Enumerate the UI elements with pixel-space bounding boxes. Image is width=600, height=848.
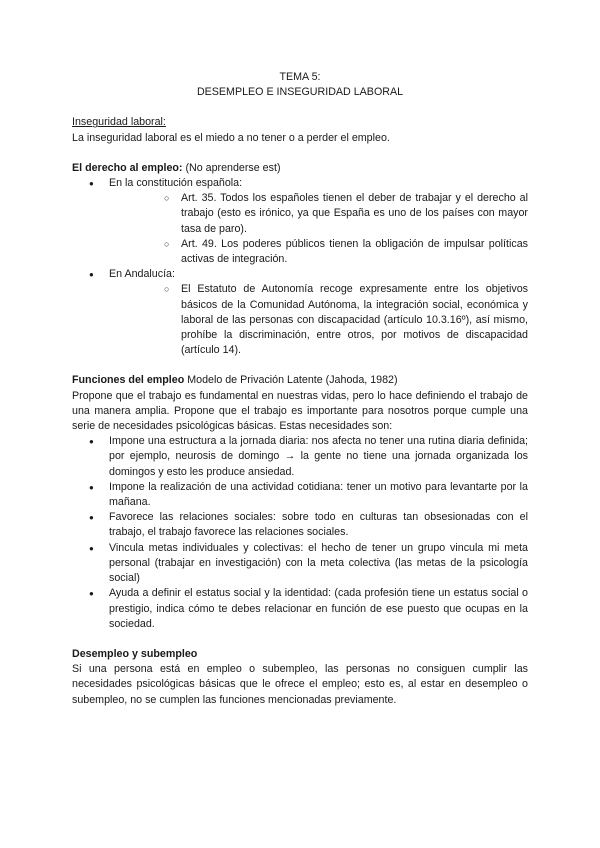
derecho-heading-line bbox=[72, 161, 528, 176]
funciones-note: Modelo de Privación Latente (Jahoda, 1982) bbox=[184, 374, 398, 387]
list-item: ● Favorece las relaciones sociales: sobre todo en culturas tan obsesionadas con el trabajo, el trabajo favorece las relaciones sociales. bbox=[72, 510, 528, 540]
desempleo-heading-line bbox=[72, 647, 528, 662]
title-line-2: DESEMPLEO E INSEGURIDAD LABORAL bbox=[196, 86, 404, 99]
list-item: ● Ayuda a definir el estatus social y la identidad: (cada profesión tiene un estatus social o prestigio, indica cómo te debes relacionar en función de ese puesto que ocupas en la sociedad. bbox=[72, 586, 528, 632]
derecho-heading: El derecho al empleo: bbox=[72, 161, 183, 174]
desempleo-text: Si una persona está en empleo o subempleo, las personas no consiguen cumplir las necesidades psicológicas básicas que le ofrece el empleo; esto es, al estar en desempleo o subempleo, no se cumplen las funciones mencionadas previamente. bbox=[72, 663, 528, 706]
title-line-1: TEMA 5: bbox=[279, 71, 321, 83]
desempleo-heading: Desempleo y subempleo bbox=[72, 647, 198, 660]
spacer bbox=[72, 632, 528, 647]
sub-item: ○ El Estatuto de Autonomía recoge expresamente entre los objetivos básicos de la Comunidad Autónoma, la integración social, económica y laboral de las personas con discapacidad (artículo 10.3.16º), así mismo, prohíbe la discriminación, entre otros, por motivos de discapacidad (artículo 14). bbox=[109, 282, 528, 358]
spacer bbox=[72, 146, 528, 161]
sublist bbox=[109, 191, 528, 267]
derecho-item-label: En Andalucía: bbox=[109, 268, 175, 281]
sub-item: ○ Art. 35. Todos los españoles tienen el deber de trabajar y el derecho al trabajo (esto es irónico, ya que España es uno de los países con mayor tasa de paro). bbox=[109, 191, 528, 237]
derecho-note: (No aprenderse est) bbox=[182, 161, 281, 174]
funciones-heading: Funciones del empleo bbox=[72, 374, 185, 387]
list-item bbox=[72, 176, 528, 267]
spacer bbox=[72, 358, 528, 373]
funciones-heading-line bbox=[72, 373, 528, 388]
list-item bbox=[72, 267, 528, 358]
sub-item: ○ Art. 49. Los poderes públicos tienen la obligación de impulsar políticas activas de integración. bbox=[109, 237, 528, 267]
sublist bbox=[109, 282, 528, 358]
spacer bbox=[72, 100, 528, 115]
funciones-intro: Propone que el trabajo es fundamental en nuestras vidas, pero lo hace definiendo el trabajo de una manera amplia. Propone que el trabajo es importante para nosotros porque cumple una serie de necesidades psicológicas básicas. Estas necesidades son: bbox=[72, 389, 528, 433]
derecho-list bbox=[72, 176, 528, 358]
derecho-item-label: En la constitución española: bbox=[109, 177, 243, 190]
inseguridad-text: La inseguridad laboral es el miedo a no tener o a perder el empleo. bbox=[72, 131, 390, 144]
list-item: ● Impone una estructura a la jornada diaria: nos afecta no tener una rutina diaria definida; por ejemplo, neurosis de domingo → la gente no tiene una jornada organizada los domingos y esto les produce ansiedad. bbox=[72, 434, 528, 480]
list-item: ● Vincula metas individuales y colectivas: el hecho de tener un grupo vincula mi meta personal (trabajar en investigación) con la meta colectiva (las metas de la psicología social) bbox=[72, 541, 528, 587]
list-item: ● Impone la realización de una actividad cotidiana: tener un motivo para levantarte por la mañana. bbox=[72, 480, 528, 510]
inseguridad-heading: Inseguridad laboral: bbox=[72, 116, 166, 129]
funciones-list bbox=[72, 434, 528, 632]
